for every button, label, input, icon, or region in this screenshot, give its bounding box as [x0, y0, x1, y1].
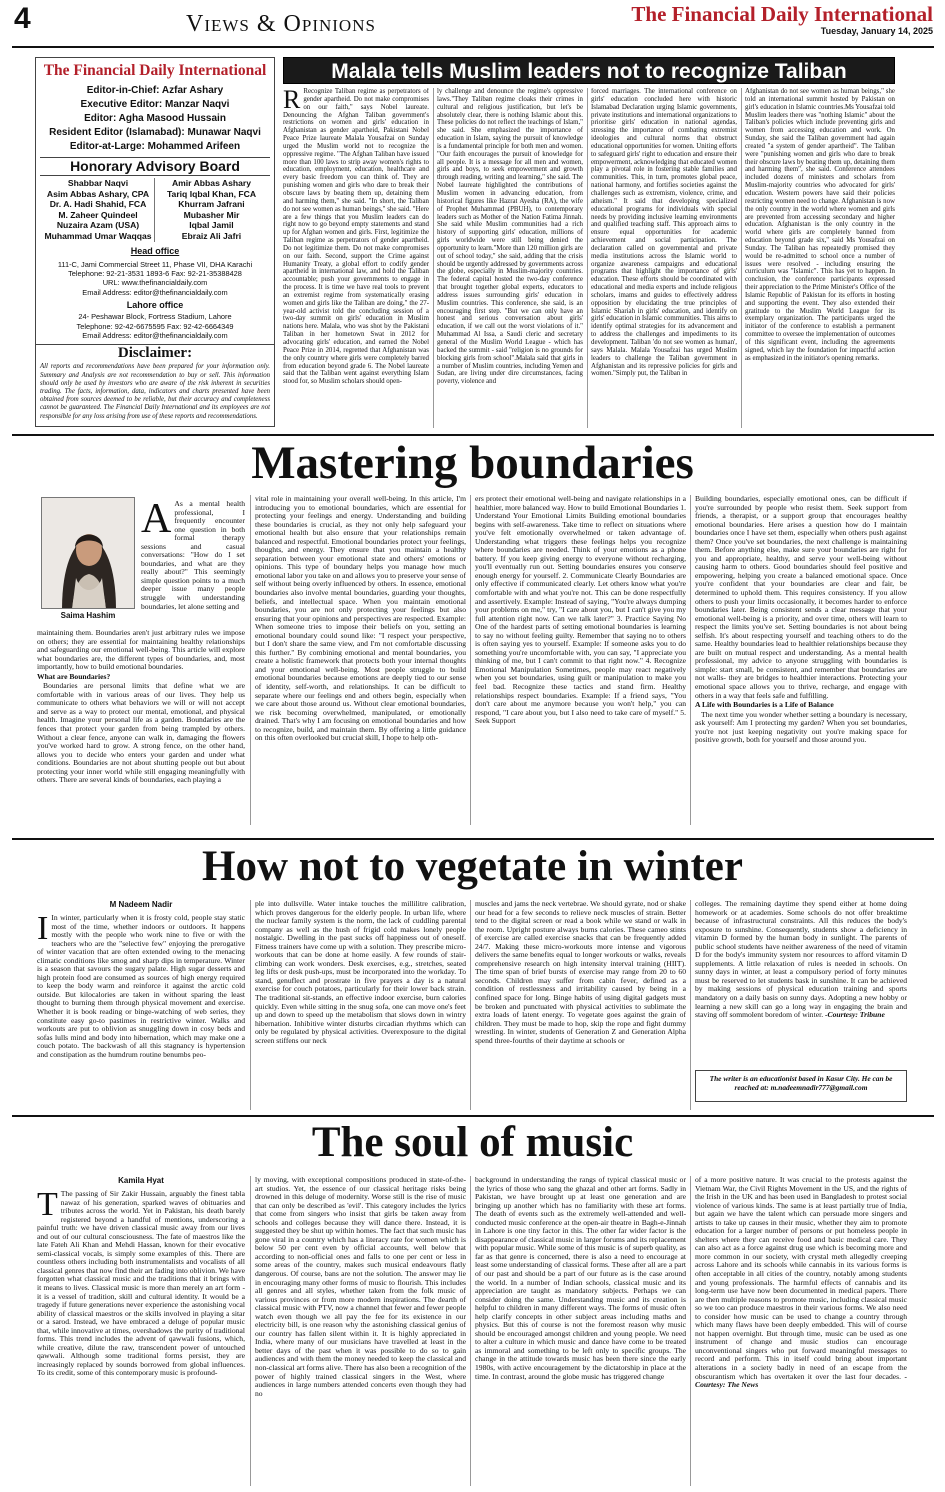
column-text: of a more positive nature. It was crucial to the protests against the Vietnam War, the Civil Rights Movement in the US, and the rights of the Irish in the UK and has been used in Bangladesh to protest social violence of various kinds. The same is at least partially true of India, but again we have the talent which can persuade more singers and artists to take up causes in their music, whether they aim to promote education for a larger number of persons or put homeless people in shelters where they can receive food and basic medical care. They can also act as a force against drug use which is becoming more and more common in our society, with crystal meth allegedly creeping across Lahore and its schools while cannabis in its various forms is often acceptable in all cities of the country, notably among students and young professionals. The harmful effects of cannabis and its long-term use have now been documented in medical papers. There are then multiple reasons to promote music, including classical music so we too can produce maestros in their various forms. We also need to consider how music can be used to change a country through which many flaws have been deeply embedded. This will of course not happen overnight. But through time, music can be used as one instrument of change and music studios can encourage unconventional singers who put forward meaningful messages to record and perform. This in itself could bring about important alterations in a society badly in need of an escape from the obscurantism which has overtaken it over the last four decades.	[695, 1176, 907, 1381]
malala-column-3: forced marriages. The international conference on girls' education concluded here with historic Islamabad Declaration urging Islamic governments, private institutions and international organizations to prioritise girls' education in national agendas, stressing the importance of combating extremist ideologies and cultural norms that obstruct educational opportunities for women. Uniting efforts to safeguard girls' right to education and ensure their empowerment, acknowledging that educated women play a pivotal role in fostering stable families and communities. This, in turn, promotes global peace, national harmony, and fortifies societies against the challenges such as extremism, violence, crime, and atheism." It said that developing specialized educational programs for individuals with special needs by providing inclusive learning environments and qualified teaching staff. This approach aims to ensure equal opportunities for academic achievement and social participation. The declaration called on governmental and private media institutions across the Islamic world to organize awareness campaigns and educational programs that highlight the importance of girls' education. These efforts should be coordinated with educational and media experts and include religious scholars, imams and guides to effectively address opposition by elucidating the true principles of Islamic Shariah in girls' education, and identify on girls' education in Islamic communities. This aims to identify optimal strategies for its advancement and to address the challenges and impediments to its development. Taliban 'do not see women as human', says Malala. Malala Yousafzai has urged Muslim leaders to challenge the Taliban government in Afghanistan and its repressive policies for girls and women."Simply put, the Taliban in	[591, 88, 737, 378]
board-member: Iqbal Jamil	[189, 220, 234, 231]
drop-cap: A	[141, 500, 172, 542]
lahore-office-address	[36, 312, 274, 340]
address-line: Telephone: 92-42-6675595 Fax: 92-42-6664349	[76, 321, 234, 331]
editor-line: Editor-in-Chief: Azfar Ashary	[86, 85, 224, 96]
drop-cap: T	[37, 1190, 58, 1223]
boundaries-headline: Mastering boundaries	[251, 437, 694, 489]
column-text: maintaining them. Boundaries aren't just arbitrary rules we impose on others; they are essential for maintaining healthy relationships and safeguarding our emotional well-being. This article will explore what boundaries are, the different types of boundaries, and, most importantly, how to build emotional boundaries.	[37, 629, 245, 672]
lahore-office-title: Lahore office	[126, 300, 184, 311]
board-member: Amir Abbas Ashary	[171, 178, 252, 188]
paper-name: The Financial Daily International	[631, 2, 933, 26]
courtesy-line: -Courtesy: The News	[695, 1371, 907, 1390]
lead-text: As a mental health professional, I frequently encounter one question in both formal therapy sessions and casual conversations: "How do I set boundaries, and what are they really about?" This seemingly simple question points to a much deeper issue many people struggle with understanding boundaries, let alone setting and	[141, 500, 245, 611]
column-text: Building boundaries, especially emotional ones, can be difficult if you're surrounded by people who resist them. Seek support from friends, a therapist, or a support group that encourages healthy emotional boundaries. Here arises a question how do I maintain boundaries once I have set them, especially when others push against them? Once you've set boundaries, the next challenge is maintaining them. Before anything else, make sure your boundaries are right for you and appropriate, healthy, and serve your well-being without causing harm to others. Good boundaries should feel positive and empowering, helping you create a balanced emotional space. Once you're confident that your boundaries are clear and fair, be determined to uphold them. This requires consistency. If you allow others to push your limits occasionally, it becomes harder to enforce boundaries later. Being consistent sends a clear message that your emotional well-being is a priority, and over time, others will learn to respect the limits you've set. Setting boundaries is not about being selfish. It's about respecting yourself and teaching others to do the same. Healthy boundaries lead to healthier relationships because they are built on mutual respect and understanding. As a mental health professional, my advice to anyone struggling with boundaries is simple: start small, be consistent, and remember that boundaries are not walls- they are bridges to healthier interactions. Protecting your emotional space allows you to thrive, recharge, and engage with others in a way that feels safe and fulfilling.	[695, 495, 907, 700]
column-rule	[690, 495, 691, 825]
column-rule	[741, 88, 742, 428]
address-line: Email Address: editor@thefinancialdaily.com	[82, 331, 228, 340]
head-office-title: Head office	[130, 245, 180, 256]
subheading: A Life with Boundaries is a Life of Balance	[695, 700, 834, 710]
boundaries-author: Saima Hashim	[60, 611, 116, 620]
editor-line: Executive Editor: Manzar Naqvi	[80, 99, 230, 110]
board-member: Nuzaira Azam (USA)	[56, 220, 140, 231]
editor-list	[36, 84, 274, 154]
column-text: The next time you wonder whether setting a boundary is necessary, ask yourself: Am I protecting my garden? When you set boundaries, you're not just keeping negativity out you're making space for positive growth, both for yourself and those around you.	[695, 709, 907, 745]
drop-cap: I	[37, 914, 49, 947]
column-rule	[250, 900, 251, 1110]
winter-column-3: muscles and jams the neck vertebrae. We should gyrate, nod or shake our head for a few seconds to relieve neck muscles of strain. Better tend to the digital screen or read a book while we stand or walk in the room. Upright posture always burns calories. These cameo stints of exercise are called exercise snacks that can be frequently added 24/7. Making these micro-workouts more intense and vigorous delivers the same benefits equal to longer workouts or walks, reveals comprehensive research on high intensity interval training (HIIT). The time span of brief bursts of exercise may range from 20 to 60 seconds. Children may suffer from cabin fever, defined as a condition of restlessness and irritability caused by being in a confined space for long. Binge habits of using digital gadgets must be broken and punctuated with physical activities to sublimate the extra loads of latent energy. To vegetate goes against the grain of children. They must be made to hop, skip the rope and fight dummy wrestling. In winter, students of Generation Z and Generation Alpha spend three-fourths of their daytime at schools or	[475, 900, 686, 1045]
column-rule	[470, 900, 471, 1110]
advisory-board-title: Honorary Advisory Board	[40, 157, 270, 176]
author-photo	[41, 497, 135, 609]
boundaries-lead	[141, 500, 245, 627]
drop-cap: R	[283, 88, 301, 114]
column-text: In winter, particularly when it is frosty cold, people stay static most of the time, whether indoors or outdoors. It happens mostly with the people who work nine to five or with the teachers who are the "selective few" enjoying the prerogative of winter vacation that are often extended owing to the menacing climatic conditions like smog and sharp dips in temperature. Winter is a season that savours the sugary palate. High sugar desserts and high protein food are consumed as sources of high energy required to keep the body warm and reinforce it against the arctic cold outside. But kilocalories are taken in without sparing the least thought to burning them through physical movement and exercise. Whether it is book reading or binge-watching of web series, they constitute easy go-to pastimes in restrictive winter. Walks and workouts are put to oblivion as snuggling down in cosy beds and sofas lulls mind and body into hibernation, which may make one a couch potato. The backwash of all this stagnancy is hypertension and constipation as the humdrum routine benumbs peo-	[37, 914, 245, 1059]
head-office-address	[36, 260, 274, 298]
malala-column-2: ly challenge and denounce the regime's oppressive laws."They Taliban regime cloaks their crimes in cultural and religious justification, but let's be absolutely clear, there is nothing Islamic about this. These policies do not reflect the teachings of Islam," she said. She emphasized the importance of education in Islam, saying the pursuit of knowledge is a fundamental principle for both men and women. "Our faith encourages the pursuit of knowledge for all people. It is a message for all men and women, girls and boys, to seek empowerment and growth through reading, writing and learning," she said. The Nobel laureate highlighted the contributions of Muslim women in advancing education, from historical figures like Hazrat Ayesha (RA), the wife of Prophet Muhammad (PBUH), to contemporary leaders such as Mother of the Nation Fatima Jinnah. She said while Muslim communities had a rich history of supporting girls' education, millions of girls worldwide were still being denied the opportunity to learn."More than 120 million girls are out of school today," she said, adding that the crisis should be urgently addressed by governments across the globe, especially in Muslim-majority countries. The federal capital hosted the two-day conference that brought together global experts, educators to address issues surrounding girls' education in Muslim countries. This conference, she said, is an encouraging first step. "But we can only have an honest and serious conversation about girls' education, if we call out the worst violations of it." Muhammad Al Issa, a Saudi cleric and secretary general of the Muslim World League - which has backed the summit - said "religion is no grounds for blocking girls from school".Malala said that girls in a number of Muslim countries, including Yemen and Sudan, are living under dire circumstances, facing poverty, violence and	[437, 88, 583, 386]
author-portrait-icon	[42, 498, 135, 609]
masthead-title: The Financial Daily International	[43, 62, 267, 79]
column-text: The passing of Sir Zakir Hussain, arguably the finest tabla nawaz of his generation, sparked waves of obituaries and tributes across the world. Yet in Pakistan, his death barely registered beyond a handful of mentions, underscoring a painful truth: we have driven classical music away from our lives and out of our cultural consciousness. The fate of maestros like the late Fateh Ali Khan and Mehdi Hassan, known for their evocative semi-classical vocals, is simply some examples of this. There are countless others including both instrumentalists and vocalists of all classical genres that now find their art fading into oblivion. We have forgotten what classical music and the traditions that it brings with it means to lives. Classical music is more than merely an art form - it is a vessel of tradition, skill and cultural identity. It would be a tragedy if future generations never experience the astonishing vocal ability of classical maestros or the skills involved in playing a sitar or a sarod. Instead, we have embraced a deluge of popular music that, while innovative at times, overshadows the purity of traditional forms. This trend includes the advent of qawwali fusions, which, while creative, dilute the raw, transcendent power of untouched qawwali. Although some traditional forms persist, they are increasingly replaced by sounds borrowed from global influences. To its credit, some of this contemporary music is profound-	[37, 1190, 245, 1378]
column-rule	[250, 1176, 251, 1486]
malala-column-4: Afghanistan do not see women as human beings," she told an international summit hosted by Pakistan on girl's education in Islamic countries.Ms Yousafzai told Muslim leaders there was "nothing Islamic" about the Taliban's policies which include preventing girls and women from accessing education and work. On Sunday, she said the Taliban government had again created "a system of gender apartheid". The Taliban were "punishing women and girls who dare to break their obscure laws by beating them up, detaining them and harming them", she said. Conference attendees included dozens of ministers and scholars from Muslim-majority countries who advocated for girls' education. Western powers have said their policies restricting women need to change. Afghanistan is now the only country in the world where women and girls are prevented from accessing secondary and higher education. Afghanistan is the only country in the world where girls are completely banned from education beyond grade six," said Ms Yousafzai on Sunday. The Taliban has repeatedly promised they would be re-admitted to school once a number of issues were resolved - including ensuring the curriculum was "Islamic". This has yet to happen. In conclusion, the conference participants expressed their appreciation to the Prime Minister's Office of the Islamic Republic of Pakistan for its efforts in hosting and supporting the event. They also extended their gratitude to the Muslim World League for its exemplary organization. The participants urged the initiator of the conference to establish a permanent committee to oversee the implementation of outcomes of this significant event, including the agreements signed, which lay the foundation for impactful action as emphasized in the initiator's opening remarks.	[745, 88, 895, 362]
address-line: Email Address: editor@thefinancialdaily.com	[82, 287, 228, 297]
column-rule	[433, 88, 434, 428]
column-text: Boundaries are personal limits that define what we are comfortable with in various areas of our lives. They help us communicate to others what behaviors we will or will not accept and serve as a way to protect our mental, emotional, and physical health. Imagine your personal life as a garden. Boundaries are the fences that protect your garden from being trampled by others. Without a clear fence, anyone can walk in, damaging the flowers you've worked hard to grow. A strong fence, on the other hand, allows you to decide who enters your garden and under what conditions. Boundaries are not about shutting people out but about protecting your inner world while still engaging meaningfully with others. There are several kinds of boundaries, each playing a	[37, 681, 245, 785]
section-rule	[12, 1115, 934, 1117]
section-rule	[12, 838, 934, 840]
boundaries-column-2: vital role in maintaining your overall well-being. In this article, I'm introducing you to emotional boundaries, which are essential for protecting your feelings and energy. Understanding and building these boundaries is crucial, as they not only help safeguard your emotional health but also ensure that your relationships remain balanced and respectful. Emotional boundaries protect your feelings, thoughts, and energy. They ensure that you maintain a healthy separation between your emotional state and others' emotions or opinions. This type of boundary helps you manage how much emotional labor you take on and allows you to preserve your sense of self without being overly influenced by others. In essence, emotional boundaries also involve mental boundaries, guarding your thoughts, beliefs, and intellectual space. When you maintain emotional boundaries, you are not only protecting your feelings but also ensuring that your opinions and perspectives are respected. Example: When someone tries to impose their beliefs on you, setting an emotional boundary could sound like: "I respect your perspective, but I don't share the same view, and I'm not comfortable discussing this further." By combining emotional and mental boundaries, you create a holistic framework that protects both your internal thoughts and your emotional well-being. Most people struggle to build emotional boundaries because emotions are deeply tied to our sense of identity, self-worth, and relationships. It can be difficult to separate where our feelings end and others begin, especially when we care about those around us. Without clear emotional boundaries, we risk becoming overwhelmed, manipulated, or emotionally drained. That's why I am focusing on emotional boundaries and how to recognize, build, and maintain them. By offering a little guidance on this often overlooked but crucial skill, I hope to help oth-	[255, 495, 466, 743]
disclaimer-title: Disclaimer:	[36, 344, 274, 362]
music-column-4	[695, 1176, 907, 1486]
music-column-3: background in understanding the rangs of typical classical music or the lyrics of those who sang the ghazal and other art forms. Sadly in Pakistan, we have brought up at least one generation and are bringing up another which has no familiarity with these art forms. The death of events such as the extremely well-attended and well-conducted music conference at the open-air theatre in Bagh-e-Jinnah in Lahore is one tiny factor in this. The other far wider factor is the disappearance of classical music in larger forums and its replacement with popular music. While some of this music is of superb quality, as far as that genre is concerned, there is also a need to encourage at least some understanding of classical forms. These after all are a part of our past and should be a part of our future as is the case around the world. In a number of Indian schools, classical music and its appreciation are taught as mandatory subjects. Perhaps we can consider doing the same. Understanding music and its creation is helpful to children in many different ways. The forms of music often help clarify concepts in other subject areas including maths and physics. But this of course is not the foremost reason why music should be encouraged amongst children and young people. We need to alter a culture in which music and dance have come to be treated as immoral and something to be left only to specific groups. The change in the attitude towards music has been there since the early 1980s, with active encouragement by the dictatorship in place at the time. In contrast, around the globe music has triggered change	[475, 1176, 686, 1381]
board-member: Dr. A. Hadi Shahid, FCA	[49, 199, 147, 210]
header-rule	[12, 46, 934, 48]
winter-column-1	[37, 914, 245, 1110]
boundaries-column-3: ers protect their emotional well-being and navigate relationships in a healthier, more balanced way. How to build Emotional Boundaries 1. Understand Your Emotional Limits Building emotional boundaries begins with self-awareness. Take time to reflect on situations where you've felt emotionally overwhelmed or taken advantage of. Understanding what triggers these feelings helps you recognize where boundaries are needed. Think of your emotions as a phone battery. If you keep giving energy to everyone without recharging, you'll eventually run out. Setting boundaries ensures you conserve enough energy for yourself. 2. Communicate Clearly Boundaries are only effective if communicated clearly. Let others know what you're comfortable with and what you're not. This can be done respectfully and assertively. Example: Instead of saying, "You're always dumping your problems on me," try, "I care about you, but I can't give you my full attention right now. Can we talk later?" 3. Practice Saying No One of the hardest parts of setting emotional boundaries is learning to say no without feeling guilty. Remember that saying no to others is often saying yes to yourself. Example: If someone asks you to do something you're uncomfortable with, you can say, "I appreciate you thinking of me, but I can't commit to that right now." 4. Recognize Emotional Manipulation Sometimes, people may react negatively when you set boundaries, using guilt or manipulation to make you feel bad. Recognize these tactics and stand firm. Healthy relationships respect boundaries. Example: If a friend says, "You don't care about me anymore because you won't help," you can respond, "I care about you, but I also need to take care of myself." 5. Seek Support	[475, 495, 686, 726]
column-rule	[587, 88, 588, 428]
editor-line: Resident Editor (Islamabad): Munawar Naqvi	[49, 127, 261, 138]
malala-column-1	[283, 88, 429, 428]
boundaries-column-1	[37, 629, 245, 827]
address-line: Telephone: 92-21-3531 1893-6 Fax: 92-21-35388428	[68, 268, 242, 278]
board-member: Mubasher Mir	[183, 209, 240, 220]
column-rule	[690, 1176, 691, 1486]
column-rule	[250, 495, 251, 825]
music-column-1	[37, 1190, 245, 1486]
disclaimer-text: All reports and recommendations have been prepared for your information only. Summary and Analysis are not recommendation to buy or sell. This information should only be used by investors who are aware of the risk inherent in securities trading. The facts, information, data, indicators and charts presented have been obtained from sources deemed to be reliable, but their accuracy and completeness cannot be guaranteed. The Financial Daily International and its employees are not responsible for any loss arising from use of these reports and recommendations.	[40, 363, 270, 420]
winter-headline: How not to vegetate in winter	[202, 843, 743, 890]
address-line: 111-C, Jami Commercial Street 11, Phase VII, DHA Karachi	[57, 259, 253, 269]
music-author: Kamila Hyat	[118, 1176, 164, 1185]
address-line: URL: www.thefinancialdaily.com	[102, 278, 208, 288]
music-column-2: ly moving, with exceptional compositions produced in state-of-the-art studios. Yet, the essence of our classical heritage risks being drowned in this deluge of modernity. Worse still is the rise of music that can only be described as 'evil'. This category includes the lyrics that come from singers who insist that girls be taken away from schools and colleges because they will dance there. Instead, it is suggested they be shut up within homes. The fact that such music has gone viral in a country which has a literacy rate for women which is below 50 per cent even by official accounts, well below that according to non-official ones and falls to one per cent or less in some areas of the country, makes such musical endeavours flatly dangerous. Of course, bans are not the solution. The answer may lie in encouraging many other forms of music to flourish. This includes all genres and all styles, whether taken from the folk music of various provinces or from more modern inspirations. The dearth of classical music with PTV, now a channel that fewer and fewer people watch even though we all pay the fee for its existence in our electricity bill, is one reason why the astonishing classical genius of our country has fallen silent within it. It is highly appreciated in India, where many of our musicians have travelled at least in the better days of the past when it was possible to do so to gain audiences and with them the money needed to keep the classical and non-classical art forms alive. There has also been a recognition of the power of highly trained classical singers in the West, where audiences in large numbers attended concerts even though they had no	[255, 1176, 466, 1398]
courtesy-line: -Courtesy: Tribune	[825, 1010, 885, 1020]
address-line: 24- Peshawar Block, Fortress Stadium, Lahore	[78, 312, 232, 322]
malala-headline: Malala tells Muslim leaders not to recognize Taliban	[331, 60, 847, 83]
board-member: Tariq Iqbal Khan, FCA	[166, 188, 257, 199]
winter-column-2: ple into dullsville. Water intake touches the millilitre calibration, which proves dangerous for the elderly people. In urban life, where the nuclear family system is the norm, the lack of cuddling parental company as well as the hush of frigid cold makes lonely people nostalgic. Dwelling in the past sucks off happiness out of oneself. Fitness trainers have come up with a solution. They prescribe micro-workouts that can be done at home easily. A few rounds of stair-climbing can work wonders. Desk exercises, e.g., stretches, seated leg lifts or desk push-ups, must be incorporated into the workday. To stand, genuflect and prostrate in five prayers a day is a natural exercise for couch potatoes, particularly for their lower back strain. The traditional sit-stands, an effective indoor exercise, burn calories quickly. Even while sitting in the snug sofa, one can move one's feet up and down to speed up the metabolism that slows down in wintry hibernation. Inhibitive winter disturbs circadian rhythms which can only be regulated by physical activities. Overexposure to the digital screen stiffens our neck	[255, 900, 466, 1045]
board-member: Shabbar Naqvi	[67, 178, 129, 188]
board-member: Khurram Jafrani	[178, 199, 245, 210]
board-member: Asim Abbas Ashary, CPA	[46, 188, 150, 199]
board-member: Muhammad Umar Waqqas	[44, 230, 152, 241]
masthead-box	[35, 57, 275, 427]
winter-author: M Nadeem Nadir	[109, 900, 173, 909]
column-text: colleges. The remaining daytime they spend either at home doing homework or at academies. Some schools do not offer breaktime because of infrastructural constraints. All this reduces the body's exposure to sunshine. Consequently, students show a deficiency in vitamin D formed by the human body in sunlight. The parents of public school students have neither awareness of the need of vitamin D for the body's immunity system nor resources to afford vitamin D supplements. A little relaxation of rules is needed in schools. On sunny days in winter, at least a compulsory period of forty minutes must be reserved to let students bask in sunshine. It can be achieved by making sessions of physical education training and sports mandatory on a daily basis on sunny days. Adopting a new hobby or learning a new skill can go a long way in engaging the brain and staving off sommolent boredom of winter.	[695, 900, 907, 1020]
board-member: Ebraiz Ali Jafri	[181, 230, 242, 241]
issue-date: Tuesday, January 14, 2025	[820, 26, 933, 36]
winter-column-4	[695, 900, 907, 1066]
boundaries-column-4	[695, 495, 907, 827]
editor-line: Editor-at-Large: Mohammed Arifeen	[69, 141, 241, 152]
section-title: Views & Opinions	[186, 11, 376, 37]
page-number: 4	[14, 2, 31, 35]
column-text: Recognize Taliban regime as perpetrators of gender apartheid. Do not make compromises on our faith," says Nobel laureate. Denouncing the Afghan Taliban government's restrictions on women and girls' education in Afghanistan as gender apartheid, Pakistani Nobel Peace Prize laureate Malala Yousafzai on Sunday urged the Muslim world not to recognize the oppressive regime. "The Afghan Taliban have issued more than 100 laws to strip away women's rights to education, employment, education, healthcare and every basic freedom you can think of. They are punishing women and girls who dare to break their obscure laws by beating them up, detaining them and harming them," she said. "In short, the Taliban do not see women as human beings," she said. "Here are a few things that you Muslim leaders can do right now to go beyond empty statements and stand up for Afghan women and girls. First, legitimize the Taliban regime as perpetrators of gender apartheid. Do not legitimize them. Do not make compromises on our faith. Second, support the Crime against Humanity Treaty, a global effort to codify gender apartheid in international law, and hold the Taliban accountable; push your governments to engage in the process. It is time we have real tools to prevent an extremist regime from systematically erasing women and girls like the Taliban are doing," the 27-year-old activist told the concluding session of a two-day summit on girls' education in Muslim nations here. Malala, who was shot by the Pakistani Taliban in her hometown Swat in 2012 for advocating girls' education, and earned the Nobel Peace Prize in 2014, regretted that Afghanistan was the only country where girls were completely barred from education beyond grade 6. The Nobel laureate said that the Taliban went against everything Islam stood for, so Muslim scholars should open-	[283, 88, 429, 386]
subheading: What are Boundaries?	[37, 671, 111, 681]
writer-note-box: The writer is an educationist based in Kasur City. He can be reached at: m.nadeemnadir777@gmail.com	[695, 1070, 907, 1102]
advisory-board-members	[36, 176, 274, 242]
column-rule	[470, 495, 471, 825]
editor-line: Editor: Agha Masood Hussain	[84, 113, 226, 124]
column-rule	[470, 1176, 471, 1486]
music-headline: The soul of music	[311, 1119, 634, 1166]
malala-headline-bar	[283, 57, 895, 84]
column-rule	[690, 900, 691, 1110]
board-member: M. Zaheer Quindeel	[58, 209, 138, 220]
